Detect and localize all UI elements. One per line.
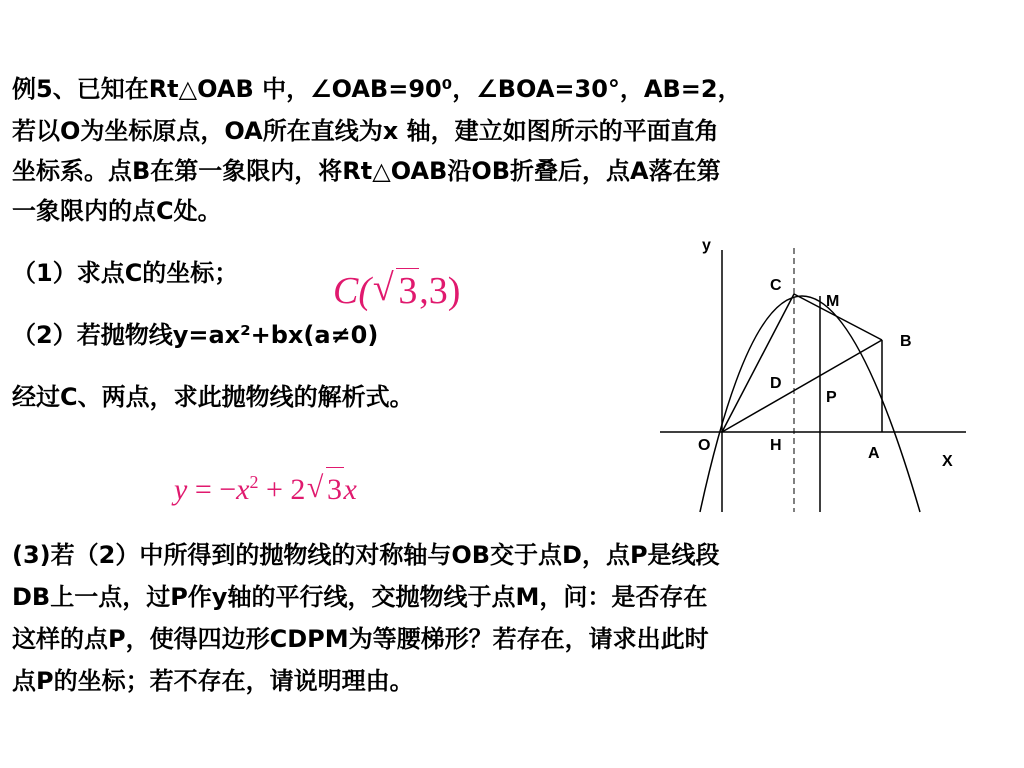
question-2-line-2: 经过C、两点，求此抛物线的解析式。	[12, 383, 414, 411]
answer-2-x2: x	[343, 473, 357, 506]
answer-2-exponent: 2	[249, 472, 259, 492]
label-p: P	[826, 389, 837, 406]
label-y: y	[702, 237, 711, 254]
answer-2-y: y	[174, 473, 188, 506]
answer-2-x: x	[236, 473, 250, 506]
label-x: X	[942, 453, 953, 470]
question-3-line-2: DB上一点，过P作y轴的平行线，交抛物线于点M，问：是否存在	[12, 583, 708, 611]
sqrt-symbol	[307, 467, 344, 512]
answer-1-radicand: 3	[398, 270, 418, 312]
question-2-line-1: （2）若抛物线y=ax²+bx(a≠0)	[12, 321, 379, 349]
intro-line-1: 例5、已知在Rt△OAB 中，∠OAB=90⁰，∠BOA=30°，AB=2，	[12, 75, 742, 103]
question-3-line-3: 这样的点P，使得四边形CDPM为等腰梯形？若存在，请求出此时	[12, 625, 709, 653]
answer-2-mid: + 2	[258, 473, 306, 506]
question-3-line-4: 点P的坐标；若不存在，请说明理由。	[12, 667, 414, 695]
answer-1-prefix: C(	[333, 270, 371, 312]
label-m: M	[826, 293, 840, 310]
label-a: A	[868, 445, 880, 462]
answer-1-formula	[333, 268, 460, 313]
intro-line-4: 一象限内的点C处。	[12, 197, 222, 225]
label-h: H	[770, 437, 782, 454]
coordinate-diagram	[660, 220, 980, 520]
label-b: B	[900, 333, 912, 350]
sqrt-symbol	[373, 268, 419, 313]
question-3-line-1: (3)若（2）中所得到的抛物线的对称轴与OB交于点D，点P是线段	[12, 541, 720, 569]
answer-2-eq: = −	[187, 473, 237, 506]
answer-2-radicand: 3	[326, 467, 344, 512]
question-1: （1）求点C的坐标；	[12, 259, 239, 287]
intro-line-3: 坐标系。点B在第一象限内，将Rt△OAB沿OB折叠后，点A落在第	[12, 157, 721, 185]
answer-2-formula	[174, 460, 357, 512]
label-o: O	[698, 437, 711, 454]
parabola-curve	[700, 296, 920, 512]
answer-1-suffix: ,3)	[419, 270, 461, 312]
label-d: D	[770, 375, 782, 392]
label-c: C	[770, 277, 782, 294]
intro-line-2: 若以O为坐标原点，OA所在直线为x 轴，建立如图所示的平面直角	[12, 117, 719, 145]
